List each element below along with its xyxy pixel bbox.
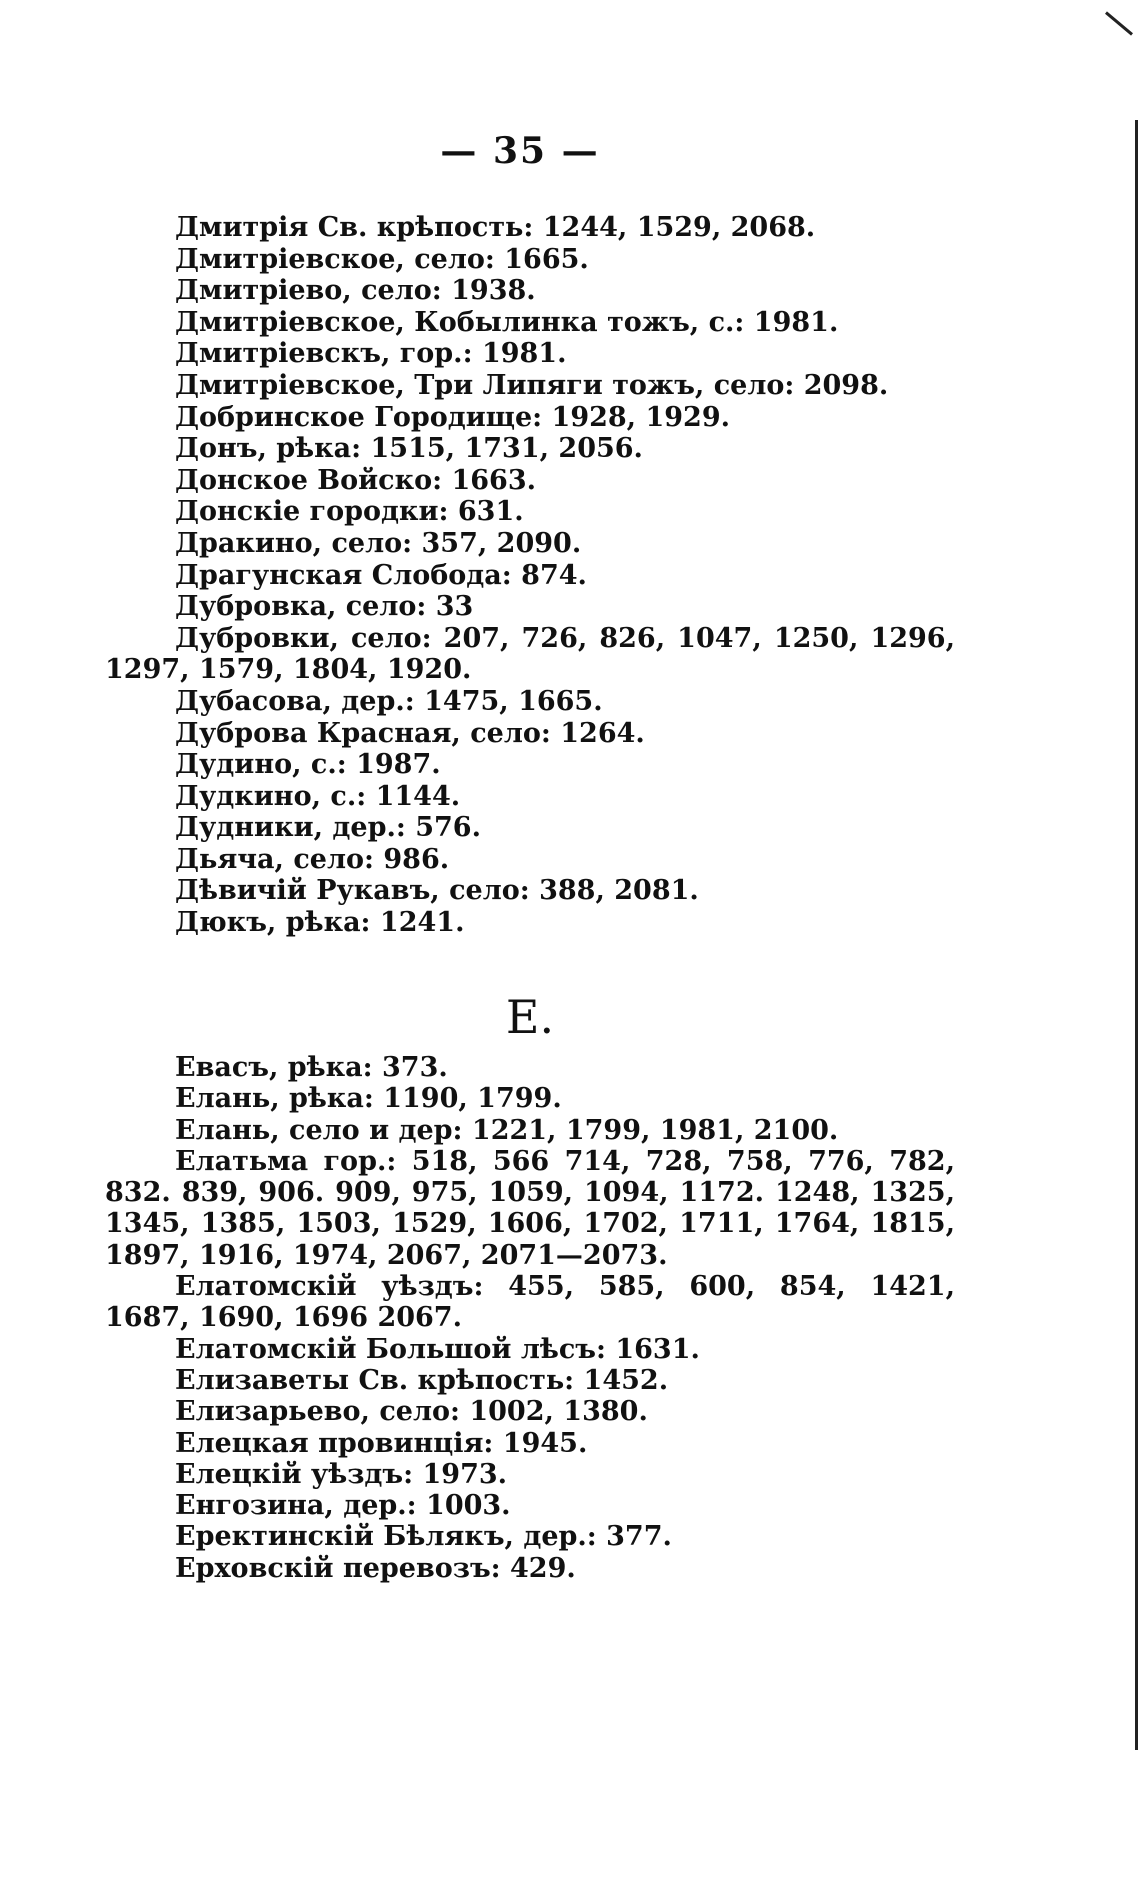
page-number: — 35 — <box>440 130 600 172</box>
index-entry: Дудино, с.: 1987. <box>175 749 441 781</box>
index-entry: Дудники, дер.: 576. <box>175 812 481 844</box>
index-entry: Дюкъ, рѣка: 1241. <box>175 907 465 939</box>
index-entry: Елань, рѣка: 1190, 1799. <box>175 1083 562 1115</box>
index-entry: Дубасова, дер.: 1475, 1665. <box>175 685 603 717</box>
index-entry: Дмитрія Св. крѣпость: 1244, 1529, 2068. <box>175 212 816 243</box>
index-entry: Дмитріевскъ, гор.: 1981. <box>175 338 567 370</box>
index-entry: Елецкій уѣздъ: 1973. <box>175 1458 508 1490</box>
index-entry: Драгунская Слобода: 874. <box>175 559 587 591</box>
section-heading: Е. <box>505 990 555 1044</box>
index-entry: Дьяча, село: 986. <box>175 843 450 875</box>
index-section-e <box>105 1052 955 1584</box>
index-entry: Дуброва Красная, село: 1264. <box>175 717 645 749</box>
scan-edge-mark <box>1105 11 1133 35</box>
index-entry: Елань, село и дер: 1221, 1799, 1981, 2100. <box>175 1114 839 1146</box>
scan-edge-line <box>1135 120 1138 1750</box>
index-entry: Донское Войско: 1663. <box>175 464 537 496</box>
index-entry: Донъ, рѣка: 1515, 1731, 2056. <box>175 433 643 465</box>
index-entry: Елатомскій Большой лѣсъ: 1631. <box>175 1333 700 1365</box>
index-entry: Донскіе городки: 631. <box>175 496 524 528</box>
index-entry: Дмитріево, село: 1938. <box>175 275 536 307</box>
index-entry: Дѣвичій Рукавъ, село: 388, 2081. <box>175 875 699 907</box>
index-entry: Дубровка, село: 33 <box>175 591 474 623</box>
index-entry: Дракино, село: 357, 2090. <box>175 527 582 559</box>
index-entry: Елатьма гор.: 518, 566 714, 728, 758, 776, 782, 832. 839, 906. 909, 975, 1059, 1094, 1172. 1248, 1325, 1345, 1385, 1503, 1529, 1606, 1702, 1711, 1764, 1815, 1897, 1916, 1974, 2067, 2071—2073. <box>105 1145 955 1271</box>
index-entry: Добринское Городище: 1928, 1929. <box>175 401 731 433</box>
index-entry: Ерховскій перевозъ: 429. <box>175 1552 576 1584</box>
index-entry: Елецкая провинція: 1945. <box>175 1427 588 1459</box>
index-entry: Дмитріевское, село: 1665. <box>175 243 589 275</box>
index-entry: Елизарьево, село: 1002, 1380. <box>175 1396 648 1428</box>
index-entry: Еректинскій Бѣлякъ, дер.: 377. <box>175 1521 672 1553</box>
index-entry: Евасъ, рѣка: 373. <box>175 1052 448 1083</box>
index-entry: Енгозина, дер.: 1003. <box>175 1490 511 1522</box>
index-entry: Дмитріевское, Три Липяги тожъ, село: 2098. <box>175 369 889 401</box>
index-section-d <box>105 212 955 939</box>
index-entry: Дубровки, село: 207, 726, 826, 1047, 1250, 1296, 1297, 1579, 1804, 1920. <box>105 622 955 686</box>
index-entry: Дудкино, с.: 1144. <box>175 780 461 812</box>
index-entry: Елатомскій уѣздъ: 455, 585, 600, 854, 1421, 1687, 1690, 1696 2067. <box>105 1271 955 1334</box>
index-entry: Елизаветы Св. крѣпость: 1452. <box>175 1364 669 1396</box>
index-entry: Дмитріевское, Кобылинка тожъ, с.: 1981. <box>175 306 839 338</box>
